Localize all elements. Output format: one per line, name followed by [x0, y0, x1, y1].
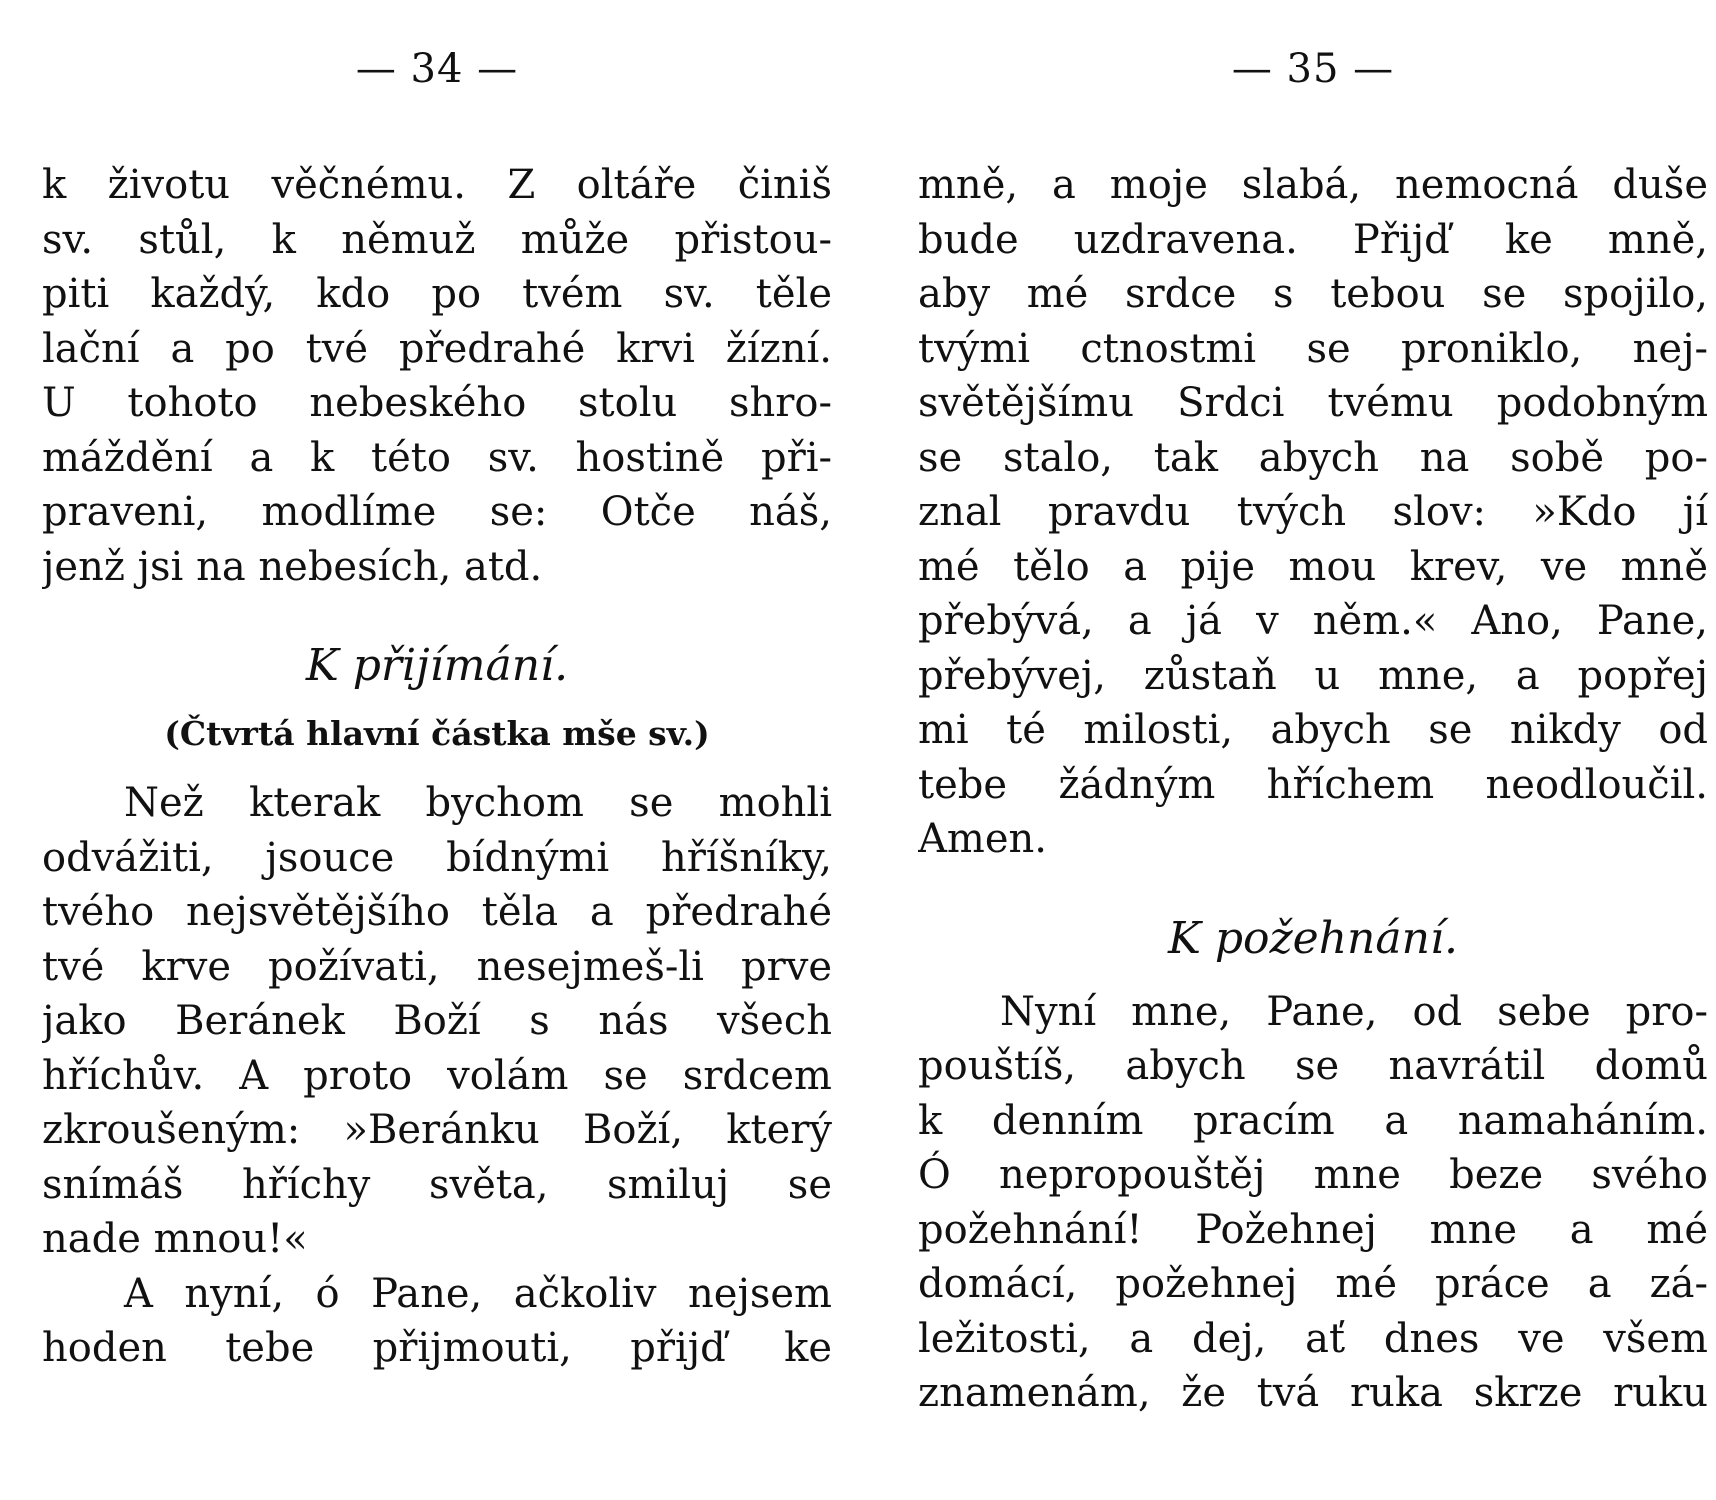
text-line: hříchův. A proto volám se srdcem: [42, 1052, 832, 1099]
text-line: pouštíš, abych se navrátil domů: [918, 1043, 1708, 1089]
text-line: tvého nejsvětějšího těla a předrahé: [42, 889, 832, 935]
text-line: U tohoto nebeského stolu shro-: [42, 380, 832, 426]
text-line: požehnání! Požehnej mne a mé: [918, 1206, 1708, 1253]
text-line: ležitosti, a dej, ať dnes ve všem: [918, 1315, 1708, 1362]
text-line: se stalo, tak abych na sobě po-: [918, 434, 1708, 481]
text-line: A nyní, ó Pane, ačkoliv nejsem: [124, 1270, 832, 1317]
text-line: k denním pracím a namaháním.: [918, 1097, 1708, 1144]
text-line: tvé krve požívati, nesejmeš-li prve: [42, 943, 832, 990]
text-line: tvými ctnostmi se proniklo, nej-: [918, 325, 1708, 372]
text-line: znamenám, že tvá ruka skrze ruku: [918, 1370, 1708, 1416]
text-line: lační a po tvé předrahé krvi žízní.: [42, 325, 832, 372]
text-line: přebývá, a já v něm.« Ano, Pane,: [918, 598, 1708, 644]
right-page: [918, 0, 1708, 1500]
text-line: snímáš hříchy světa, smiluj se: [42, 1161, 832, 1208]
text-line: hoden tebe přijmouti, přijď ke: [42, 1325, 832, 1371]
text-line: mi té milosti, abych se nikdy od: [918, 707, 1708, 753]
page-number-right: — 35 —: [1231, 46, 1395, 92]
section-heading-pozehnani: K požehnání.: [1167, 912, 1459, 964]
text-line: Ó nepropouštěj mne beze svého: [918, 1152, 1708, 1198]
right-page-text: [918, 158, 1708, 1421]
left-page-text: [42, 158, 832, 1376]
text-line: přebývej, zůstaň u mne, a popřej: [918, 652, 1708, 699]
text-line: mně, a moje slabá, nemocná duše: [918, 162, 1708, 208]
text-line: Amen.: [918, 816, 1047, 862]
text-line: jako Beránek Boží s nás všech: [42, 998, 832, 1044]
text-line: mé tělo a pije mou krev, ve mně: [918, 543, 1708, 590]
text-line: aby mé srdce s tebou se spojilo,: [918, 271, 1708, 317]
page-number-left: — 34 —: [355, 46, 519, 92]
text-line: máždění a k této sv. hostině při-: [42, 434, 832, 481]
text-line: bude uzdravena. Přijď ke mně,: [918, 216, 1708, 263]
section-subheading: (Čtvrtá hlavní částka mše sv.): [164, 714, 710, 753]
text-line: tebe žádným hříchem neodloučil.: [918, 761, 1708, 808]
text-line: Než kterak bychom se mohli: [124, 780, 832, 826]
text-line: piti každý, kdo po tvém sv. těle: [42, 271, 832, 317]
section-heading-prijimani: K přijímání.: [305, 640, 569, 691]
text-line: sv. stůl, k němuž může přistou-: [42, 216, 832, 263]
text-line: Nyní mne, Pane, od sebe pro-: [1000, 988, 1708, 1035]
text-line: světějšímu Srdci tvému podobným: [918, 380, 1708, 426]
text-line: nade mnou!«: [42, 1216, 308, 1262]
left-page: [42, 0, 832, 1500]
text-line: znal pravdu tvých slov: »Kdo jí: [918, 489, 1708, 535]
text-line: domácí, požehnej mé práce a zá-: [918, 1261, 1708, 1307]
text-line: k životu věčnému. Z oltáře činiš: [42, 162, 832, 208]
text-line: jenž jsi na nebesích, atd.: [42, 543, 543, 590]
text-line: zkroušeným: »Beránku Boží, který: [42, 1107, 832, 1153]
text-line: odvážiti, jsouce bídnými hříšníky,: [42, 834, 832, 881]
text-line: praveni, modlíme se: Otče náš,: [42, 489, 832, 535]
